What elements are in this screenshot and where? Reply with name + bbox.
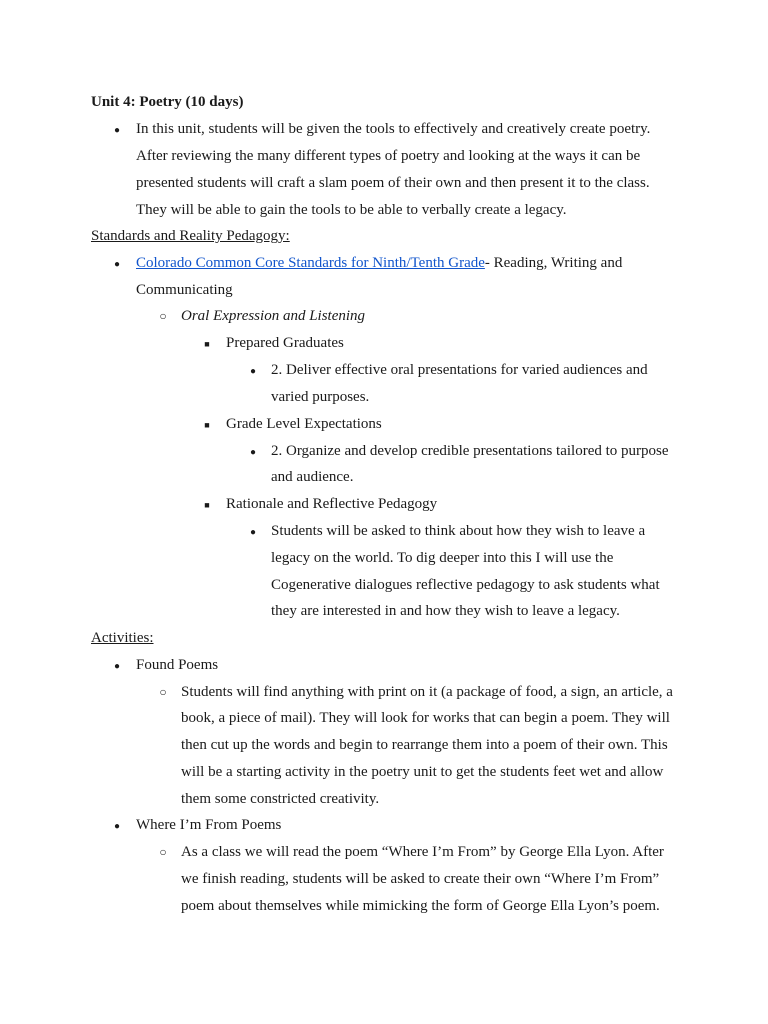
rationale-item-line: legacy on the world. To dig deeper into this I will use the [271,550,614,566]
prepared-item-line: varied purposes. [271,389,370,405]
found-desc-line: will be a starting activity in the poetry unit to get the students feet wet and allow [181,764,664,780]
standards-link-line [136,254,622,272]
bullet-square [201,495,213,514]
rationale-label: Rationale and Reflective Pedagogy [226,496,438,512]
prepared-graduates-label: Prepared Graduates [226,335,344,351]
bullet-disc [111,120,123,140]
standards-link-suffix: - Reading, Writing and [484,255,623,271]
standards-link[interactable]: Colorado Common Core Standards for Ninth/Tenth Grade [136,255,485,271]
found-desc-line: book, a piece of mail). They will look for works that can begin a poem. They will [181,710,670,726]
rationale-item-line: Cogenerative dialogues reflective pedagogy to ask students what [271,577,660,593]
bullet-disc [247,361,259,381]
rationale-item-line: they are interested in and how they wish to leave a legacy. [271,603,620,619]
grade-item-line: 2. Organize and develop credible presentations tailored to purpose [271,443,669,459]
bullet-square [201,415,213,434]
where-poems-label: Where I’m From Poems [136,817,282,833]
intro-line: presented students will craft a slam poem of their own and then present it to the class. [136,175,650,191]
standards-title: Standards and Reality Pedagogy: [91,228,290,244]
bullet-circle [157,307,169,325]
grade-level-label: Grade Level Expectations [226,416,382,432]
found-desc-line: then cut up the words and begin to rearrange them into a poem of their own. This [181,737,668,753]
standards-link-continuation: Communicating [136,282,233,298]
unit-heading: Unit 4: Poetry (10 days) [91,94,244,110]
where-desc-line: we finish reading, students will be asked to create their own “Where I’m From” [181,871,660,887]
bullet-disc [247,442,259,462]
intro-line: In this unit, students will be given the tools to effectively and creatively create poetry. [136,121,651,137]
standards-area: Oral Expression and Listening [181,308,366,324]
bullet-disc [111,656,123,676]
intro-line: After reviewing the many different types of poetry and looking at the ways it can be [136,148,641,164]
rationale-item-line: Students will be asked to think about how they wish to leave a [271,523,646,539]
bullet-square [201,334,213,353]
where-desc-line: As a class we will read the poem “Where I’m From” by George Ella Lyon. After [181,844,664,860]
bullet-disc [111,816,123,836]
intro-line: They will be able to gain the tools to be able to verbally create a legacy. [136,202,567,218]
where-desc-line: poem about themselves while mimicking the form of George Ella Lyon’s poem. [181,898,660,914]
bullet-disc [111,254,123,274]
bullet-circle [157,843,169,861]
grade-item-line: and audience. [271,469,354,485]
activities-title: Activities: [91,630,154,646]
found-desc-line: them some constricted creativity. [181,791,380,807]
bullet-disc [247,522,259,542]
found-desc-line: Students will find anything with print on it (a package of food, a sign, an article, a [181,684,673,700]
bullet-circle [157,683,169,701]
found-poems-label: Found Poems [136,657,219,673]
prepared-item-line: 2. Deliver effective oral presentations for varied audiences and [271,362,648,378]
